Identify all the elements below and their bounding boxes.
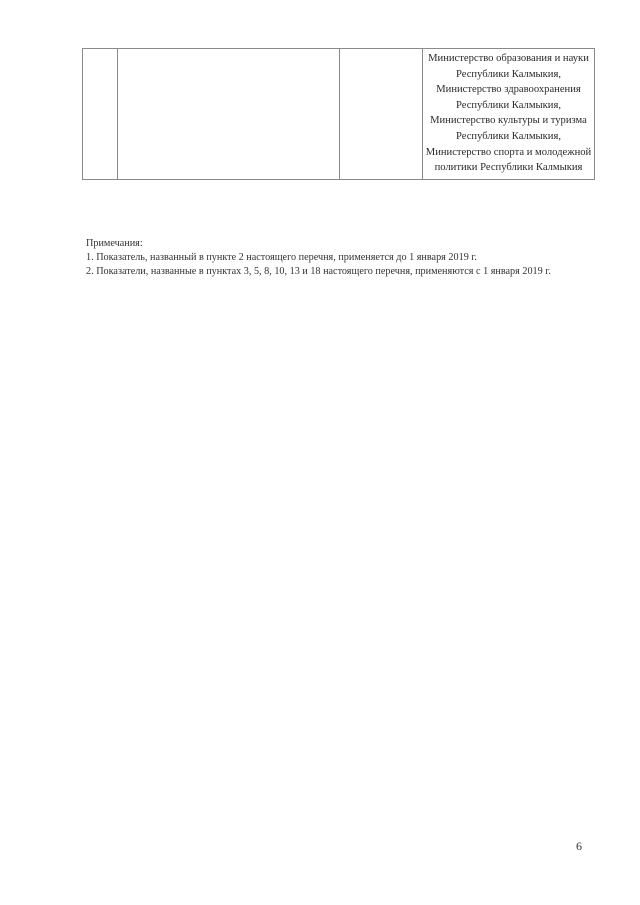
- note-item-1: 1. Показатель, названный в пункте 2 настоящего перечня, применяется до 1 января 2019 г.: [86, 251, 477, 263]
- note-item-2: 2. Показатели, названные в пунктах 3, 5, 8, 10, 13 и 18 настоящего перечня, применяются с 1 января 2019 г.: [86, 265, 551, 277]
- table-cell-indicator: [118, 49, 340, 180]
- notes-section: [86, 237, 586, 278]
- table-cell-number: [83, 49, 118, 180]
- indicators-table: [82, 48, 595, 180]
- notes-heading: Примечания:: [86, 238, 143, 249]
- table-cell-responsible: [423, 49, 595, 180]
- table-cell-unit: [340, 49, 423, 180]
- responsible-agencies-text: Министерство образования и науки Республики Калмыкия, Министерство здравоохранения Республики Калмыкия, Министерство культуры и туризма Республики Калмыкия, Министерство спорта и молодежной политики Республики Калмыкия: [425, 53, 592, 174]
- table-row: [83, 49, 595, 180]
- page-number: 6: [576, 839, 582, 853]
